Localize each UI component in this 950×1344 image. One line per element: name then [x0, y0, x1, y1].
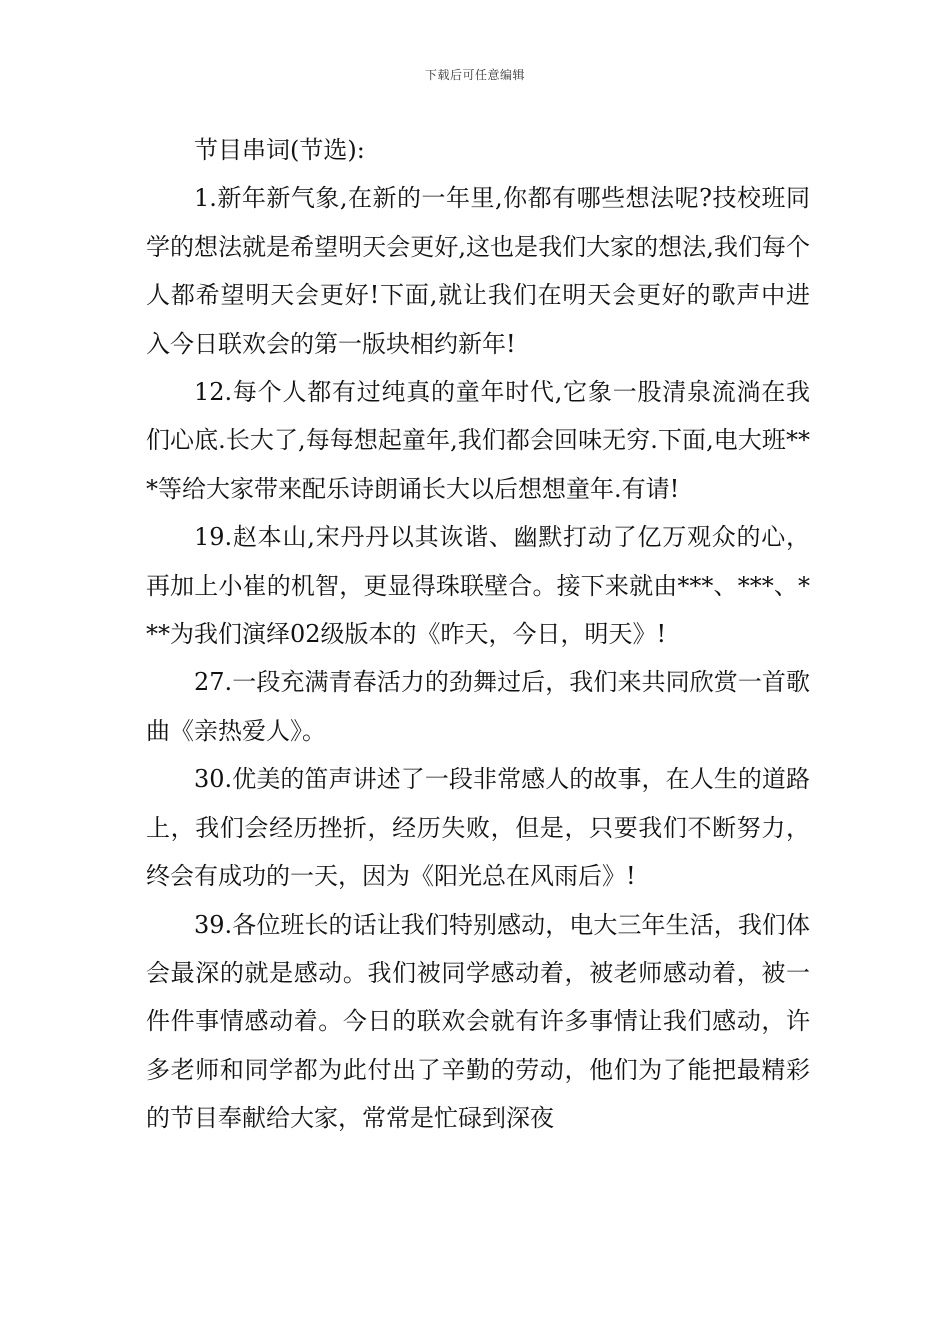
paragraph-30: 30.优美的笛声讲述了一段非常感人的故事，在人生的道路上，我们会经历挫折，经历失败，但是，只要我们不断努力，终会有成功的一天，因为《阳光总在风雨后》!	[146, 765, 810, 891]
paragraph-27: 27.一段充满青春活力的劲舞过后，我们来共同欣赏一首歌曲《亲热爱人》。	[146, 668, 810, 745]
document-title: 节目串词(节选):	[194, 136, 365, 164]
paragraph-12: 12.每个人都有过纯真的童年时代,它象一股清泉流淌在我们心底.长大了,每每想起童年,我们都会回味无穷.下面,电大班***等给大家带来配乐诗朗诵长大以后想想童年.有请!	[146, 378, 810, 503]
document-body	[146, 126, 810, 1143]
paragraph-19: 19.赵本山,宋丹丹以其诙谐、幽默打动了亿万观众的心，再加上小崔的机智，更显得珠联壁合。接下来就由***、***、***为我们演绎02级版本的《昨天，今日，明天》!	[146, 523, 810, 649]
paragraph-1: 1.新年新气象,在新的一年里,你都有哪些想法呢?技校班同学的想法就是希望明天会更好,这也是我们大家的想法,我们每个人都希望明天会更好!下面,就让我们在明天会更好的歌声中进入今日联欢会的第一版块相约新年!	[146, 184, 810, 358]
paragraph-39: 39.各位班长的话让我们特别感动，电大三年生活，我们体会最深的就是感动。我们被同学感动着，被老师感动着，被一件件事情感动着。今日的联欢会就有许多事情让我们感动，许多老师和同学都为此付出了辛勤的劳动，他们为了能把最精彩的节目奉献给大家，常常是忙碌到深夜	[146, 910, 810, 1133]
page-header: 下载后可任意编辑	[424, 68, 525, 82]
